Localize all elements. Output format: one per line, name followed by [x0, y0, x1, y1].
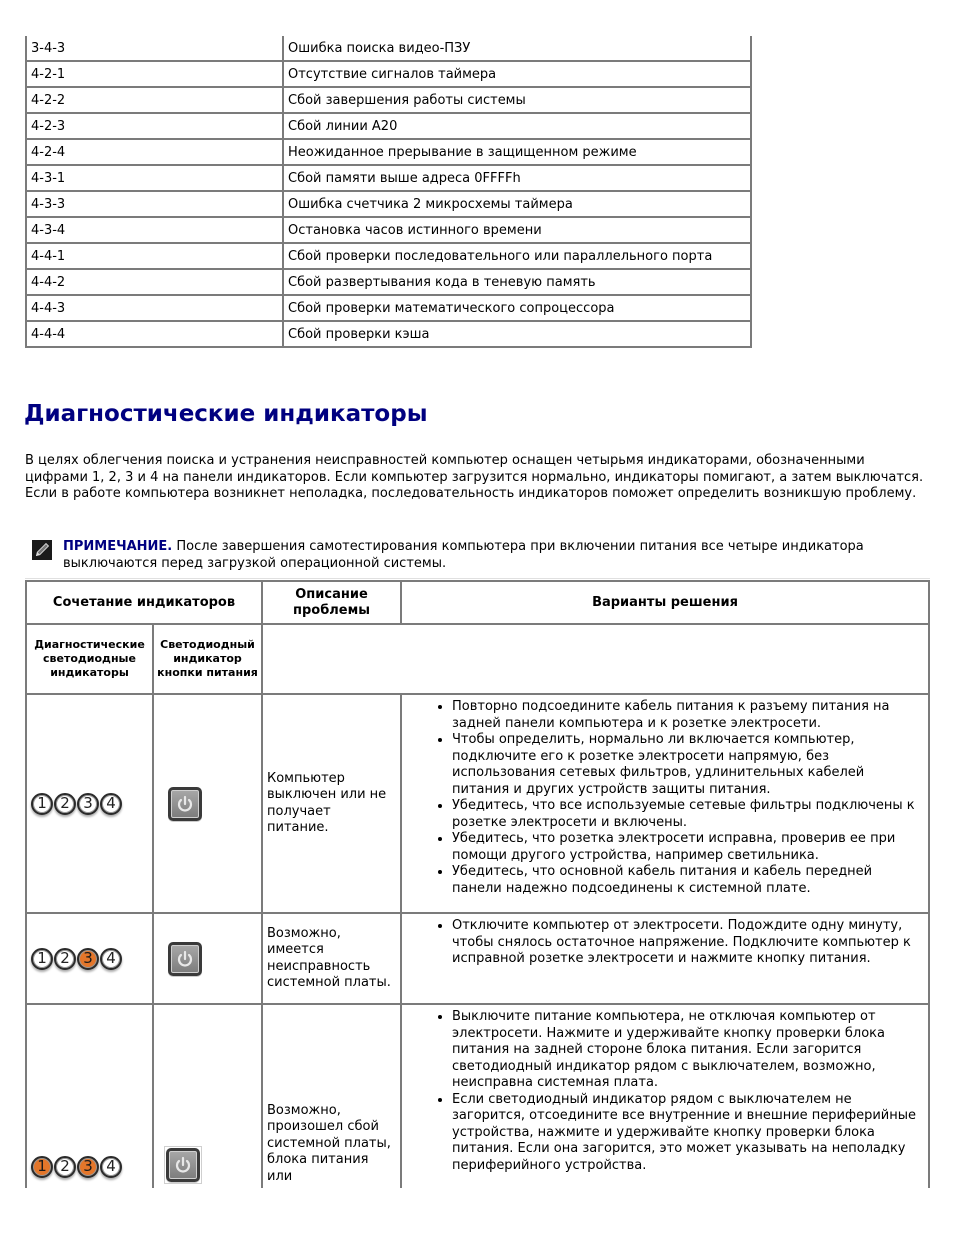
led-3-off-icon: 3 — [77, 793, 99, 815]
table-row — [26, 243, 751, 269]
solutions-list — [406, 918, 922, 968]
power-button-frame — [164, 1146, 202, 1184]
power-led-cell — [153, 1004, 262, 1188]
table-row — [26, 269, 751, 295]
solutions-list — [406, 1009, 922, 1174]
code-cell: 4-4-3 — [26, 295, 283, 321]
description-cell: Ошибка поиска видео-ПЗУ — [283, 36, 751, 61]
code-cell: 4-2-3 — [26, 113, 283, 139]
led-1-off-icon: 1 — [31, 793, 53, 815]
table-row — [26, 1004, 929, 1188]
power-button-icon — [168, 787, 202, 821]
power-led-cell — [153, 913, 262, 1004]
table-row — [26, 36, 751, 61]
list-item: • Чтобы определить, нормально ли включается компьютер, подключите его к розетке электросети напрямую, без использования сетевых фильтров, удлинительных кабелей питания и других устройств защиты питания. — [452, 732, 922, 798]
problem-cell: Возможно, имеется неисправность системной платы. — [262, 913, 401, 1004]
code-cell: 3-4-3 — [26, 36, 283, 61]
list-item: • Убедитесь, что розетка электросети исправна, проверив ее при помощи другого устройства, например светильника. — [452, 831, 922, 864]
list-item: • Убедитесь, что все используемые сетевые фильтры подключены к розетке электросети и включены. — [452, 798, 922, 831]
power-button-icon — [166, 1148, 200, 1182]
header-power-led: Светодиодный индикатор кнопки питания — [153, 624, 262, 694]
solutions-cell — [401, 1004, 929, 1188]
power-button-icon — [168, 942, 202, 976]
led-1-off-icon: 1 — [31, 948, 53, 970]
table-row — [26, 694, 929, 913]
note-block — [32, 539, 932, 572]
divider — [25, 578, 930, 579]
led-3-on-icon: 3 — [77, 1156, 99, 1178]
note-label: ПРИМЕЧАНИЕ. — [63, 539, 173, 554]
list-item: • Отключите компьютер от электросети. Подождите одну минуту, чтобы снялось остаточное напряжение. Подключите компьютер к исправной розетке электросети и нажмите кнопку питания. — [452, 918, 922, 968]
code-cell: 4-2-4 — [26, 139, 283, 165]
table-row — [26, 61, 751, 87]
diag-leds-icon — [31, 793, 148, 815]
beep-codes-table — [25, 36, 752, 348]
diagnostic-lights-table — [25, 580, 930, 1188]
code-cell: 4-2-1 — [26, 61, 283, 87]
table-row — [26, 321, 751, 347]
led-4-off-icon: 4 — [100, 793, 122, 815]
table-row — [26, 217, 751, 243]
header-diag-leds: Диагностические светодиодные индикаторы — [26, 624, 153, 694]
description-cell: Сбой линии A20 — [283, 113, 751, 139]
problem-cell: Компьютер выключен или не получает питание. — [262, 694, 401, 913]
note-text — [63, 539, 932, 572]
description-cell: Сбой проверки математического сопроцессора — [283, 295, 751, 321]
code-cell: 4-4-2 — [26, 269, 283, 295]
header-solutions: Варианты решения — [401, 581, 929, 624]
header-problem: Описание проблемы — [262, 581, 401, 624]
code-cell: 4-3-3 — [26, 191, 283, 217]
led-2-off-icon: 2 — [54, 948, 76, 970]
description-cell: Сбой проверки кэша — [283, 321, 751, 347]
led-1-on-icon: 1 — [31, 1156, 53, 1178]
header-row — [26, 581, 929, 624]
diag-leds-cell — [26, 913, 153, 1004]
description-cell: Сбой завершения работы системы — [283, 87, 751, 113]
list-item: • Выключите питание компьютера, не отключая компьютер от электросети. Нажмите и удерживайте кнопку проверки блока питания на задней стороне блока питания. Если загорится светодиодный индикатор рядом с выключателем, возможно, неисправна системная плата. — [452, 1009, 922, 1092]
description-cell: Сбой проверки последовательного или параллельного порта — [283, 243, 751, 269]
code-cell: 4-2-2 — [26, 87, 283, 113]
code-cell: 4-3-1 — [26, 165, 283, 191]
empty-cell — [262, 624, 929, 694]
section-title: Диагностические индикаторы — [24, 401, 428, 427]
note-body: После завершения самотестирования компьютера при включении питания все четыре индикатора выключаются перед загрузкой операционной системы. — [63, 539, 864, 571]
led-2-off-icon: 2 — [54, 1156, 76, 1178]
table-row — [26, 113, 751, 139]
led-4-off-icon: 4 — [100, 1156, 122, 1178]
solutions-cell — [401, 694, 929, 913]
table-row — [26, 165, 751, 191]
led-3-on-icon: 3 — [77, 948, 99, 970]
diag-leds-cell — [26, 694, 153, 913]
diag-leds-icon — [31, 1156, 148, 1178]
table-row — [26, 295, 751, 321]
problem-cell: Возможно, произошел сбой системной платы, блока питания или — [262, 1004, 401, 1188]
code-cell: 4-3-4 — [26, 217, 283, 243]
list-item: • Повторно подсоедините кабель питания к разъему питания на задней панели компьютера и к розетке электросети. — [452, 699, 922, 732]
header-combination: Сочетание индикаторов — [26, 581, 262, 624]
table-row — [26, 87, 751, 113]
solutions-list — [406, 699, 922, 897]
intro-paragraph: В целях облегчения поиска и устранения неисправностей компьютер оснащен четырьмя индикаторами, обозначенными цифрами 1, 2, 3 и 4 на панели индикаторов. Если компьютер загрузится нормально, индикаторы помигают, а затем выключатся. Если в работе компьютера возникнет неполадка, последовательность индикаторов поможет определить возникшую проблему. — [25, 453, 924, 501]
diag-leds-cell — [26, 1004, 153, 1188]
table-row — [26, 191, 751, 217]
code-cell: 4-4-1 — [26, 243, 283, 269]
solutions-cell — [401, 913, 929, 1004]
table-row — [26, 139, 751, 165]
code-cell: 4-4-4 — [26, 321, 283, 347]
table-row — [26, 913, 929, 1004]
diag-leds-icon — [31, 948, 148, 970]
list-item: • Убедитесь, что основной кабель питания и кабель передней панели надежно подсоединены к системной плате. — [452, 864, 922, 897]
led-2-off-icon: 2 — [54, 793, 76, 815]
led-4-off-icon: 4 — [100, 948, 122, 970]
list-item: • Если светодиодный индикатор рядом с выключателем не загорится, отсоедините все внутренние и внешние периферийные устройства, нажмите и удерживайте кнопку проверки блока питания. Если она загорится, это может указывать на неполадку периферийного устройства. — [452, 1092, 922, 1175]
pencil-note-icon — [32, 540, 52, 560]
description-cell: Сбой памяти выше адреса 0FFFFh — [283, 165, 751, 191]
subheader-row — [26, 624, 929, 694]
description-cell: Отсутствие сигналов таймера — [283, 61, 751, 87]
description-cell: Сбой развертывания кода в теневую память — [283, 269, 751, 295]
description-cell: Неожиданное прерывание в защищенном режиме — [283, 139, 751, 165]
description-cell: Остановка часов истинного времени — [283, 217, 751, 243]
power-led-cell — [153, 694, 262, 913]
description-cell: Ошибка счетчика 2 микросхемы таймера — [283, 191, 751, 217]
